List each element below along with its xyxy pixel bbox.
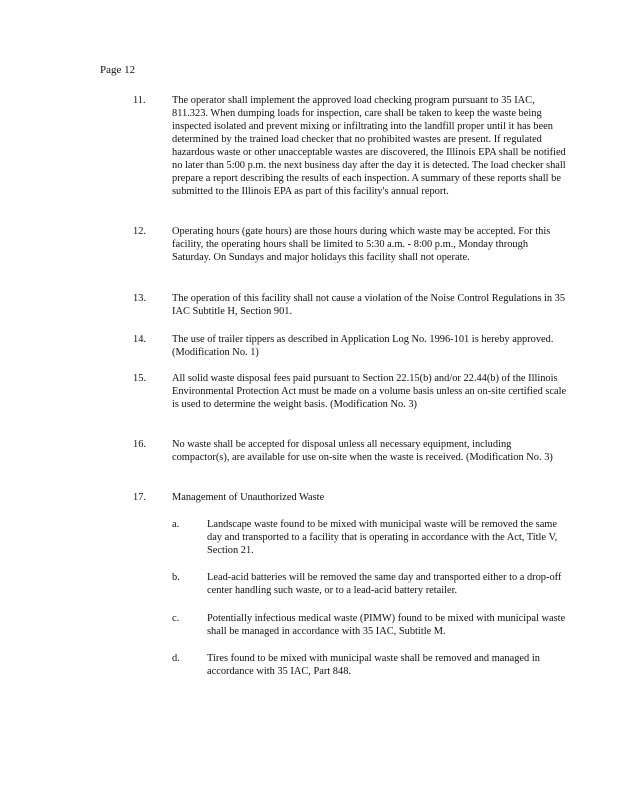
- condition-text: The use of trailer tippers as described in Application Log No. 1996-101 is hereby approved. (Modification No. 1): [172, 334, 554, 358]
- subitem-letter: a.: [172, 519, 180, 530]
- condition-number: 11.: [133, 95, 146, 106]
- subitem-letter: b.: [172, 572, 180, 583]
- condition-text: Operating hours (gate hours) are those hours during which waste may be accepted. For this facility, the operating hours shall be limited to 5:30 a.m. - 8:00 p.m., Monday through Saturday. On Sundays and major holidays this facility shall not operate.: [172, 226, 551, 263]
- subitem-text: Lead-acid batteries will be removed the same day and transported either to a drop-off center handling such waste, or to a lead-acid battery retailer.: [207, 572, 562, 596]
- condition-text: The operation of this facility shall not cause a violation of the Noise Control Regulations in 35 IAC Subtitle H, Section 901.: [172, 293, 566, 317]
- condition-text: All solid waste disposal fees paid pursuant to Section 22.15(b) and/or 22.44(b) of the Illinois Environmental Protection Act must be made on a volume basis unless an on-site certified scale is used to determine the weight basis. (Modification No. 3): [172, 373, 567, 410]
- subitem-letter: c.: [172, 613, 180, 624]
- condition-number: 12.: [133, 226, 146, 237]
- subitem-letter: d.: [172, 653, 180, 664]
- subitem-text: Landscape waste found to be mixed with municipal waste will be removed the same day and transported to a facility that is operating in accordance with the Act, Title V, Section 21.: [207, 519, 558, 556]
- condition-text: No waste shall be accepted for disposal unless all necessary equipment, including compactor(s), are available for use on-site when the waste is received. (Modification No. 3): [172, 439, 553, 463]
- condition-number: 13.: [133, 293, 146, 304]
- condition-number: 14.: [133, 334, 146, 345]
- condition-number: 17.: [133, 492, 146, 503]
- condition-heading: Management of Unauthorized Waste: [172, 492, 325, 503]
- subitem-text: Potentially infectious medical waste (PIMW) found to be mixed with municipal waste shall be managed in accordance with 35 IAC, Subtitle M.: [207, 613, 566, 637]
- subitem-text: Tires found to be mixed with municipal waste shall be removed and managed in accordance with 35 IAC, Part 848.: [207, 653, 540, 677]
- condition-number: 15.: [133, 373, 146, 384]
- page-number: Page 12: [100, 64, 136, 76]
- condition-text: The operator shall implement the approved load checking program pursuant to 35 IAC, 811.323. When dumping loads for inspection, care shall be taken to keep the waste being inspected isolated and prevent mixing or infiltrating into the landfill proper until it has been determined by the trained load checker that no prohibited wastes are present. If regulated hazardous waste or other unacceptable wastes are discovered, the Illinois EPA shall be notified no later than 5:00 p.m. the next business day after the day it is detected. The load checker shall prepare a report describing the results of each inspection. A summary of these reports shall be submitted to the Illinois EPA as part of this facility's annual report.: [172, 95, 566, 197]
- condition-number: 16.: [133, 439, 146, 450]
